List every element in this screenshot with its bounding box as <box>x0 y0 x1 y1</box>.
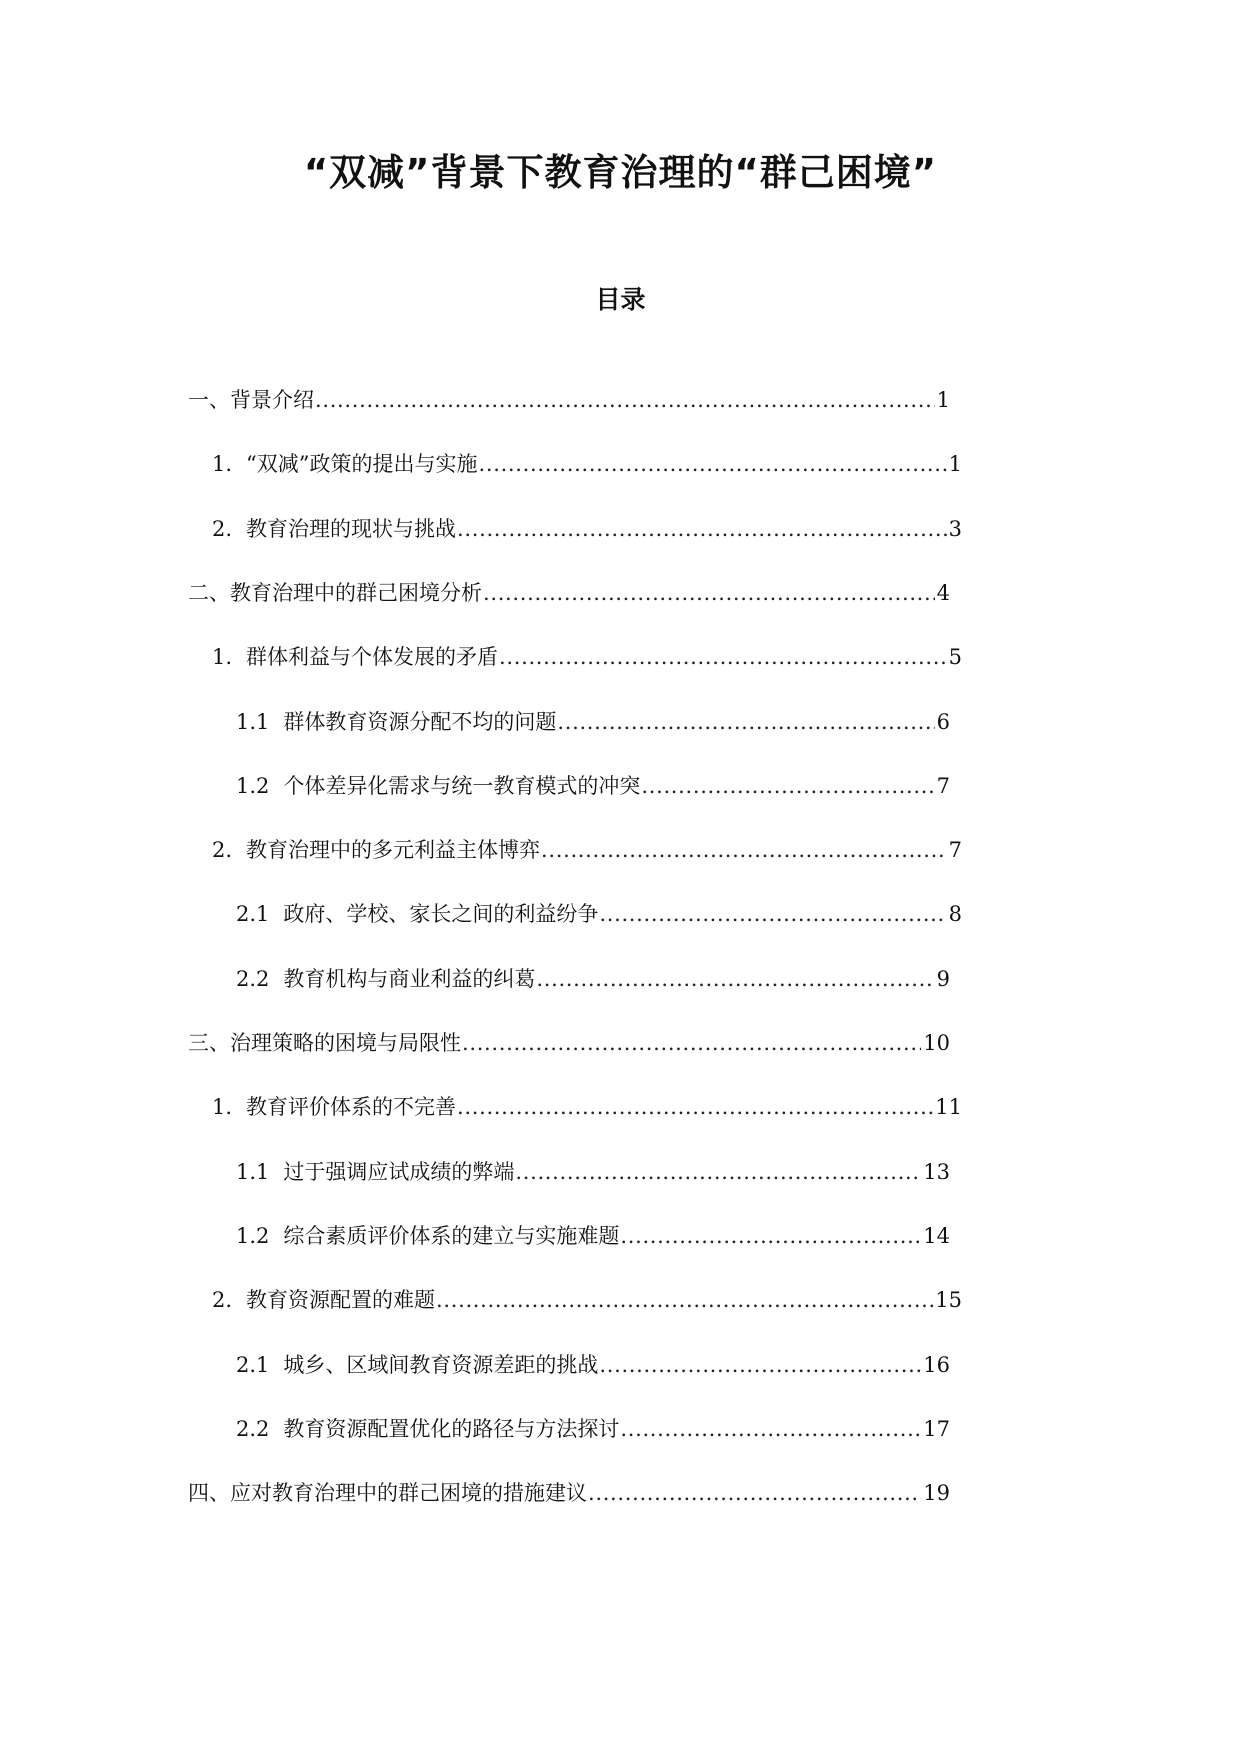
toc-entry-number: 2. <box>212 838 233 862</box>
toc-entry-text: 二、教育治理中的群己困境分析 <box>188 581 482 605</box>
toc-entry-page: 14 <box>923 1224 950 1248</box>
toc-entry[interactable] <box>236 771 950 801</box>
toc-entry-label <box>212 514 456 544</box>
toc-entry-label <box>212 449 478 479</box>
toc-entry-page: 15 <box>935 1288 962 1312</box>
dot-leader <box>620 1414 921 1444</box>
toc-entry-text: 教育评价体系的不完善 <box>246 1095 457 1119</box>
toc-entry-label <box>236 899 598 929</box>
toc-entry-label <box>236 1221 619 1251</box>
dot-leader <box>620 1221 921 1251</box>
toc-entry[interactable] <box>236 1414 950 1444</box>
toc-entry-number: 2. <box>212 517 233 541</box>
dot-leader <box>641 771 934 801</box>
toc-entry[interactable] <box>212 1092 962 1122</box>
dot-leader <box>479 449 947 479</box>
dot-leader <box>483 578 935 608</box>
toc-entry-text: 群体教育资源分配不均的问题 <box>283 710 557 734</box>
toc-entry-number: 2. <box>212 1288 233 1312</box>
dot-leader <box>436 1285 933 1315</box>
toc-entry-text: 城乡、区域间教育资源差距的挑战 <box>283 1353 599 1377</box>
toc-entry-label <box>188 578 482 608</box>
toc-entry-text: 群体利益与个体发展的矛盾 <box>246 645 499 669</box>
toc-entry-label <box>236 707 556 737</box>
dot-leader <box>315 385 935 415</box>
toc-entry[interactable] <box>188 1478 950 1508</box>
toc-entry[interactable] <box>236 1221 950 1251</box>
toc-entry-page: 7 <box>948 838 962 862</box>
toc-entry-page: 11 <box>935 1095 962 1119</box>
toc-entry[interactable] <box>212 835 962 865</box>
toc-entry-text: 教育资源配置优化的路径与方法探讨 <box>283 1417 620 1441</box>
dot-leader <box>541 835 947 865</box>
toc-entry-page: 8 <box>948 902 962 926</box>
toc-entry-label <box>236 964 535 994</box>
dot-leader <box>457 514 947 544</box>
toc-entry-number: 1. <box>212 452 233 476</box>
toc-entry-label <box>212 1092 456 1122</box>
dot-leader <box>499 642 947 672</box>
toc-entry[interactable] <box>236 964 950 994</box>
toc-entry-label <box>188 1478 587 1508</box>
toc-entry-text: 教育治理的现状与挑战 <box>246 517 457 541</box>
toc-entry[interactable] <box>188 385 950 415</box>
toc-entry-page: 5 <box>948 645 962 669</box>
toc-entry[interactable] <box>236 707 950 737</box>
toc-entry-page: 1 <box>936 388 950 412</box>
toc-entry-number: 2.1 <box>236 902 270 926</box>
toc-entry-text: 教育资源配置的难题 <box>246 1288 436 1312</box>
toc-entry-number: 1.1 <box>236 710 270 734</box>
toc-entry-page: 17 <box>923 1417 950 1441</box>
toc-entry[interactable] <box>212 449 962 479</box>
toc-entry-label <box>236 1350 598 1380</box>
toc-entry-text: 教育治理中的多元利益主体博弈 <box>246 838 541 862</box>
toc-entry-text: 三、治理策略的困境与局限性 <box>188 1031 461 1055</box>
dot-leader <box>599 1350 921 1380</box>
toc-heading: 目录 <box>595 285 646 314</box>
toc-entry-number: 1. <box>212 645 233 669</box>
toc-entry[interactable] <box>188 578 950 608</box>
toc-entry[interactable] <box>236 899 962 929</box>
toc-entry-text: 一、背景介绍 <box>188 388 314 412</box>
toc-entry-number: 2.2 <box>236 967 270 991</box>
toc-entry-page: 6 <box>936 710 950 734</box>
toc-entry[interactable] <box>212 642 962 672</box>
toc-entry[interactable] <box>188 1028 950 1058</box>
toc-entry-page: 3 <box>948 517 962 541</box>
toc-entry-text: 教育机构与商业利益的纠葛 <box>283 967 536 991</box>
toc-entry[interactable] <box>212 514 962 544</box>
toc-entry-number: 1. <box>212 1095 233 1119</box>
toc-entry-label <box>236 771 640 801</box>
toc-entry-text: 四、应对教育治理中的群己困境的措施建议 <box>188 1481 587 1505</box>
toc-entry-text: 综合素质评价体系的建立与实施难题 <box>283 1224 620 1248</box>
toc-entry-page: 13 <box>923 1160 950 1184</box>
dot-leader <box>536 964 934 994</box>
dot-leader <box>457 1092 933 1122</box>
toc-entry-page: 19 <box>923 1481 950 1505</box>
toc-entry-text: 过于强调应试成绩的弊端 <box>283 1160 515 1184</box>
toc-entry-label <box>212 835 540 865</box>
dot-leader <box>599 899 946 929</box>
toc-entry[interactable] <box>236 1350 950 1380</box>
toc-entry-number: 1.2 <box>236 1224 270 1248</box>
toc-entry-label <box>236 1414 619 1444</box>
toc-entry-label <box>236 1157 514 1187</box>
dot-leader <box>515 1157 921 1187</box>
toc-entry-page: 7 <box>936 774 950 798</box>
toc-entry-page: 10 <box>923 1031 950 1055</box>
toc-entry[interactable] <box>236 1157 950 1187</box>
toc-entry-label <box>188 1028 461 1058</box>
toc-entry-number: 1.1 <box>236 1160 270 1184</box>
dot-leader <box>588 1478 921 1508</box>
toc-entry-page: 1 <box>948 452 962 476</box>
toc-entry-text: “双减”政策的提出与实施 <box>246 452 478 476</box>
toc-entry-page: 9 <box>936 967 950 991</box>
dot-leader <box>557 707 934 737</box>
document-title: “双减”背景下教育治理的“群己困境” <box>303 151 938 194</box>
toc-entry-label <box>188 385 314 415</box>
toc-entry-label <box>212 1285 435 1315</box>
toc-entry-label <box>212 642 498 672</box>
toc-entry-number: 2.1 <box>236 1353 270 1377</box>
toc-entry-page: 16 <box>923 1353 950 1377</box>
toc-entry-number: 2.2 <box>236 1417 270 1441</box>
toc-entry-text: 个体差异化需求与统一教育模式的冲突 <box>283 774 641 798</box>
toc-entry-number: 1.2 <box>236 774 270 798</box>
toc-entry[interactable] <box>212 1285 962 1315</box>
toc-entry-text: 政府、学校、家长之间的利益纷争 <box>283 902 599 926</box>
toc-entry-page: 4 <box>936 581 950 605</box>
dot-leader <box>462 1028 921 1058</box>
